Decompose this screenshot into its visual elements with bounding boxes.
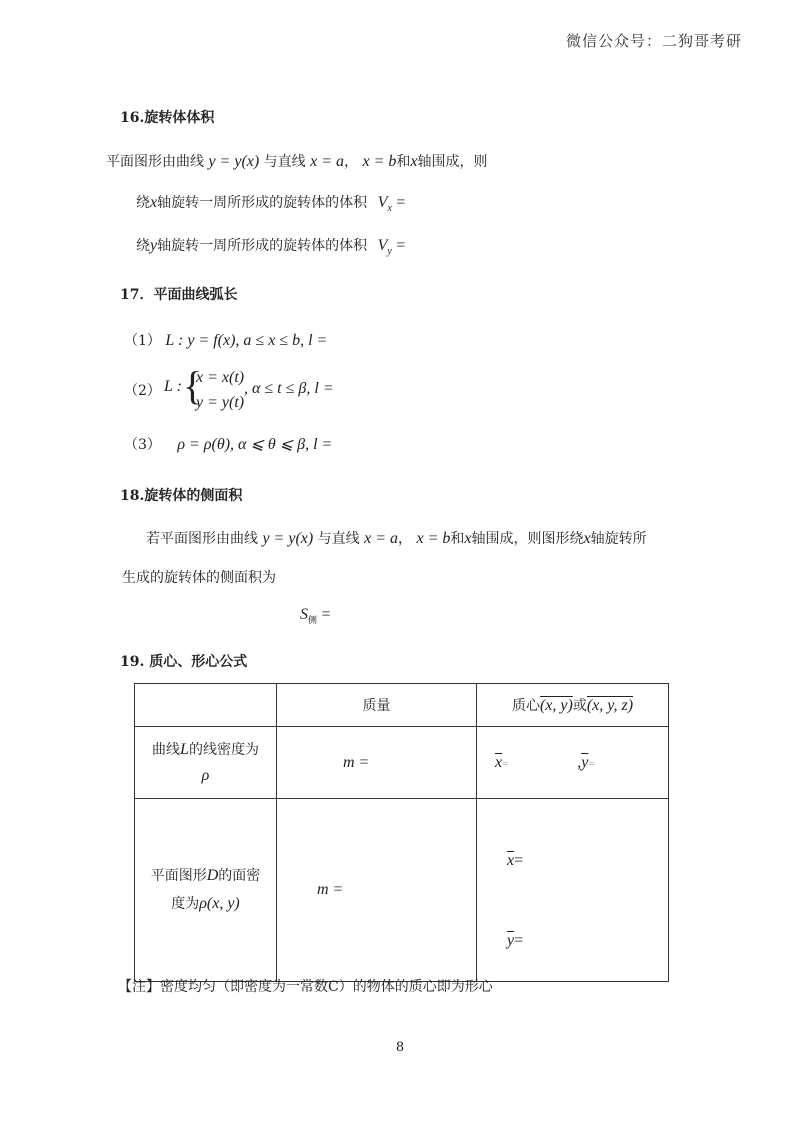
section-17-item-3: （3） ρ = ρ(θ), α ⩽ θ ⩽ β, l = (124, 436, 333, 453)
row-label-curve: 曲线L的线密度为 ρ (135, 727, 277, 799)
section-16-volume-y: 绕y轴旋转一周所形成的旋转体的体积 $V_y$ = (136, 237, 406, 257)
section-18-paragraph: 若平面图形由曲线 y = y(x) 与直线 x = a， x = b和x轴围成，则图形绕x轴旋转所 (146, 530, 647, 547)
section-16-title: 16.旋转体体积 (120, 110, 215, 126)
centroid-table (134, 683, 669, 982)
section-17-item-2-num: （2） (124, 383, 161, 399)
header-cell-empty (135, 684, 277, 727)
table-row (135, 727, 669, 799)
section-17-item-2-top: x = x(t) (196, 369, 245, 386)
left-brace: { (183, 363, 203, 408)
section-17-item-2-bottom: y = y(t) (196, 394, 245, 411)
section-18-paragraph-2: 生成的旋转体的侧面积为 (122, 570, 276, 586)
header-cell-centroid: 质心(x, y)或(x, y, z) (477, 684, 669, 727)
section-16-intro: 平面图形由曲线 y = y(x) 与直线 x = a， x = b和x轴围成，则 (106, 153, 488, 170)
section-19-title: 19. 质心、形心公式 (120, 654, 248, 670)
page-number: 8 (395, 1040, 405, 1055)
section-16-volume-x: 绕x轴旋转一周所形成的旋转体的体积 $V_x$ = (136, 194, 406, 214)
row-centroid-curve: $\overline{x}= ,\overline{y}=$ (477, 727, 669, 799)
section-18-formula: $S_侧$ = (300, 606, 331, 626)
page-header: 微信公众号：二狗哥考研 (565, 32, 742, 50)
section-17-item-2-L: L : (164, 378, 182, 395)
table-header-row (135, 684, 669, 727)
row-mass-plane: m = (277, 799, 477, 982)
row-mass-curve: m = (277, 727, 477, 799)
section-17-title: 17．平面曲线弧长 (120, 287, 238, 303)
section-17-item-2-rest: , α ≤ t ≤ β, l = (244, 380, 334, 397)
section-18-title: 18.旋转体的侧面积 (120, 488, 243, 504)
row-centroid-plane: $\overline{x}=$ $\overline{y}=$ (477, 799, 669, 982)
row-label-plane: 平面图形D的面密 度为ρ(x, y) (135, 799, 277, 982)
section-17-item-1: （1） L : y = f(x), a ≤ x ≤ b, l = (124, 332, 328, 349)
note: 【注】密度均匀（即密度为一常数C）的物体的质心即为形心 (118, 979, 493, 995)
header-cell-mass: 质量 (277, 684, 477, 727)
table-row (135, 799, 669, 982)
